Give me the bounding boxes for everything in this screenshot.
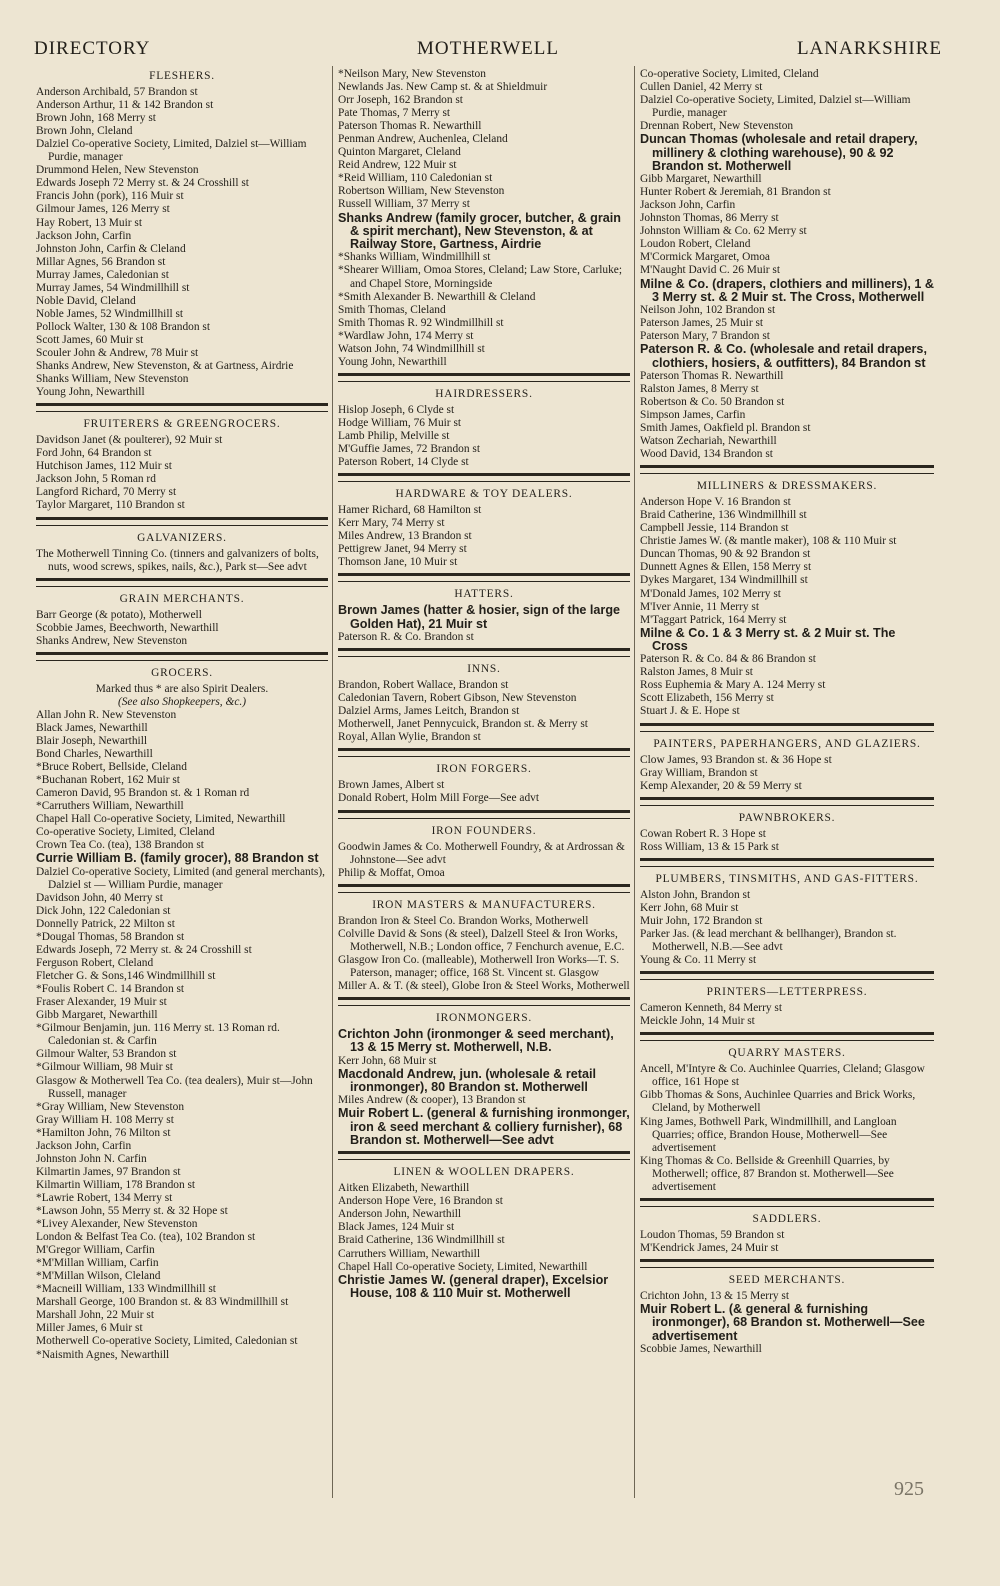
directory-entry-bold: Brown James (hatter & hosier, sign of the large Golden Hat), 21 Muir st: [338, 603, 621, 631]
directory-entry: Brown John, Cleland: [36, 125, 133, 138]
directory-entry: Jackson John, Carfin: [640, 199, 736, 212]
directory-entry-bold: Milne & Co. (drapers, clothiers and milliners), 1 & 3 Merry st. & 2 Muir st. The Cross, Motherwell: [640, 276, 934, 304]
directory-entry: Caledonian Tavern, Robert Gibson, New Stevenston: [338, 692, 577, 705]
directory-entry: Kerr John, 68 Muir st: [338, 1054, 437, 1067]
column-1: [36, 68, 328, 1362]
section-continued: [640, 68, 934, 461]
directory-entry-bold: Crichton John (ironmonger & seed merchant), 13 & 15 Merry st. Motherwell, N.B.: [338, 1027, 614, 1055]
directory-entry: Edwards Joseph 72 Merry st. & 24 Crosshill st: [36, 177, 249, 190]
directory-entry: Meickle John, 14 Muir st: [640, 1015, 755, 1028]
section-note: Marked thus * are also Spirit Dealers.: [95, 682, 269, 695]
section-seed-merchants: [640, 1274, 934, 1356]
section-rule: [36, 578, 328, 587]
section-rule: [338, 884, 630, 893]
section-heading: SEED MERCHANTS.: [728, 1273, 846, 1286]
directory-entry: Langford Richard, 70 Merry st: [36, 486, 177, 499]
directory-entry: *Hamilton John, 76 Milton st: [36, 1126, 171, 1139]
directory-entry: Alston John, Brandon st: [640, 888, 751, 901]
directory-entry: Scott James, 60 Muir st: [36, 333, 144, 346]
directory-entry: Gilmour Walter, 53 Brandon st: [36, 1048, 177, 1061]
directory-entry: Barr George (& potato), Motherwell: [36, 608, 202, 621]
section-heading: FRUITERERS & GREENGROCERS.: [83, 418, 281, 431]
directory-entry: Drummond Helen, New Stevenston: [36, 164, 199, 177]
directory-entry-bold: Muir Robert L. (general & furnishing ironmonger, iron & seed merchant & colliery furnisher), 68 Brandon st. Motherwell—See advt: [338, 1106, 630, 1147]
section-heading: GROCERS.: [151, 666, 213, 679]
section-iron-founders: [338, 825, 630, 880]
directory-entry: M'Iver Annie, 11 Merry st: [640, 600, 759, 613]
directory-entry: *Wardlaw John, 174 Merry st: [338, 329, 474, 342]
directory-entry: Paterson James, 25 Muir st: [640, 317, 764, 330]
directory-entry: M'Taggart Patrick, 164 Merry st: [640, 613, 787, 626]
directory-entry: Reid Andrew, 122 Muir st: [338, 159, 457, 172]
directory-entry: Simpson James, Carfin: [640, 408, 746, 421]
directory-entry: *Shanks William, Windmillhill st: [338, 251, 491, 264]
directory-entry-bold: Currie William B. (family grocer), 88 Brandon st: [36, 851, 319, 866]
directory-entry: Quinton Margaret, Cleland: [338, 146, 461, 159]
section-rule: [36, 517, 328, 526]
directory-entry: Gibb Thomas & Sons, Auchinlee Quarries and Brick Works, Cleland, by Motherwell: [640, 1089, 916, 1115]
directory-entry: Blair Joseph, Newarthill: [36, 735, 148, 748]
directory-entry: Campbell Jessie, 114 Brandon st: [640, 522, 789, 535]
section-heading: SADDLERS.: [752, 1212, 822, 1225]
directory-entry: Dalziel Arms, James Leitch, Brandon st: [338, 705, 520, 718]
section-heading: HAIRDRESSERS.: [435, 387, 533, 400]
directory-entry: Royal, Allan Wylie, Brandon st: [338, 731, 481, 744]
directory-entry: Miles Andrew, 13 Brandon st: [338, 530, 472, 543]
directory-entry: Pate Thomas, 7 Merry st: [338, 107, 451, 120]
column-3: [640, 68, 934, 1356]
directory-entry-bold: Paterson R. & Co. (wholesale and retail drapers, clothiers, hosiers, & outfitters), 84 Brandon st: [640, 342, 927, 370]
section-heading: IRONMONGERS.: [436, 1012, 532, 1025]
directory-entry: Thomson Jane, 10 Muir st: [338, 556, 458, 569]
directory-entry: Dalziel Co-operative Society, Limited (and general merchants), Dalziel st — William Purdie, manager: [36, 865, 325, 891]
section-milliners-dressmakers: [640, 480, 934, 718]
directory-entry: Gibb Margaret, Newarthill: [640, 173, 762, 186]
directory-entry: Goodwin James & Co. Motherwell Foundry, & at Ardrossan & Johnstone—See advt: [338, 840, 625, 866]
section-heading: GRAIN MERCHANTS.: [119, 592, 245, 605]
directory-entry: Murray James, 54 Windmillhill st: [36, 281, 190, 294]
column-2: [338, 68, 630, 1300]
directory-entry: *Gilmour Benjamin, jun. 116 Merry st. 13 Roman rd. Caledonian st. & Carfin: [36, 1022, 280, 1048]
section-galvanizers: [36, 532, 328, 574]
section-ironmongers: [338, 1012, 630, 1147]
directory-entry: M'Donald James, 102 Merry st: [640, 587, 781, 600]
directory-entry: Crown Tea Co. (tea), 138 Brandon st: [36, 839, 204, 852]
directory-entry: *Foulis Robert C. 14 Brandon st: [36, 983, 185, 996]
directory-entry: Paterson Mary, 7 Brandon st: [640, 330, 770, 343]
directory-entry: *Macneill William, 133 Windmillhill st: [36, 1283, 216, 1296]
directory-entry: Dalziel Co-operative Society, Limited, Dalziel st—William Purdie, manager: [36, 138, 307, 164]
directory-entry: Smith James, Oakfield pl. Brandon st: [640, 422, 811, 435]
directory-entry: *Buchanan Robert, 162 Muir st: [36, 774, 180, 787]
section-heading: PAINTERS, PAPERHANGERS, AND GLAZIERS.: [653, 737, 921, 750]
directory-entry: Marshall George, 100 Brandon st. & 83 Windmillhill st: [36, 1296, 289, 1309]
directory-entry: M'Kendrick James, 24 Muir st: [640, 1241, 779, 1254]
section-rule: [338, 1151, 630, 1160]
directory-entry: Miller James, 6 Muir st: [36, 1322, 143, 1335]
directory-entry: Young John, Newarthill: [36, 386, 145, 399]
directory-entry: Miller A. & T. (& steel), Globe Iron & Steel Works, Motherwell: [338, 979, 630, 992]
directory-entry: Donald Robert, Holm Mill Forge—See advt: [338, 792, 540, 805]
section-rule: [36, 652, 328, 661]
directory-entry: Young John, Newarthill: [338, 355, 447, 368]
directory-entry: Gibb Margaret, Newarthill: [36, 1009, 158, 1022]
directory-entry: Ross William, 13 & 15 Park st: [640, 840, 779, 853]
section-hatters: [338, 588, 630, 644]
directory-entry: The Motherwell Tinning Co. (tinners and galvanizers of bolts, nuts, wood screws, spikes, nails, &c.), Park st—See advt: [36, 547, 319, 573]
section-heading: LINEN & WOOLLEN DRAPERS.: [393, 1166, 575, 1179]
directory-entry: *Carruthers William, Newarthill: [36, 800, 184, 813]
directory-entry: Cameron David, 95 Brandon st. & 1 Roman rd: [36, 787, 250, 800]
directory-entry: Orr Joseph, 162 Brandon st: [338, 94, 463, 107]
directory-entry: Loudon Robert, Cleland: [640, 238, 751, 251]
section-rule: [338, 810, 630, 819]
directory-entry: Muir John, 172 Brandon st: [640, 914, 763, 927]
directory-entry: Kemp Alexander, 20 & 59 Merry st: [640, 779, 802, 792]
directory-entry: *Neilson Mary, New Stevenston: [338, 68, 486, 80]
directory-entry: Kilmartin William, 178 Brandon st: [36, 1178, 196, 1191]
directory-entry: Wood David, 134 Brandon st: [640, 448, 773, 461]
section-fleshers: [36, 70, 328, 399]
directory-entry: Dick John, 122 Caledonian st: [36, 904, 171, 917]
directory-entry-bold: Shanks Andrew (family grocer, butcher, & grain & spirit merchant), New Stevenston, & at Railway Store, Gartness, Airdrie: [338, 210, 621, 252]
directory-entry: Hodge William, 76 Muir st: [338, 416, 462, 429]
directory-entry: *Smith Alexander B. Newarthill & Cleland: [338, 290, 536, 303]
directory-entry: Dunnett Agnes & Ellen, 158 Merry st: [640, 561, 812, 574]
directory-entry: Shanks William, New Stevenston: [36, 373, 189, 386]
section-printers-letterpress: [640, 986, 934, 1028]
directory-entry: *Gilmour William, 98 Muir st: [36, 1061, 173, 1074]
directory-entry: Scott Elizabeth, 156 Merry st: [640, 692, 774, 705]
section-painters-paperhangers-and-glaziers: [640, 738, 934, 793]
directory-entry: Kerr Mary, 74 Merry st: [338, 517, 445, 530]
directory-entry: *Gray William, New Stevenston: [36, 1100, 185, 1113]
directory-entry: Glasgow Iron Co. (malleable), Motherwell Iron Works—T. S. Paterson, manager; office, 168 St. Vincent st. Glasgow: [338, 953, 620, 979]
directory-entry: Scouler John & Andrew, 78 Muir st: [36, 346, 199, 359]
directory-entry: Johnston Thomas, 86 Merry st: [640, 212, 779, 225]
directory-entry: *Reid William, 110 Caledonian st: [338, 172, 493, 185]
directory-entry: M'Guffie James, 72 Brandon st: [338, 443, 480, 456]
directory-entry: *Bruce Robert, Bellside, Cleland: [36, 761, 187, 774]
section-hardware-toy-dealers: [338, 488, 630, 569]
directory-entry: Noble David, Cleland: [36, 294, 136, 307]
directory-entry: Marshall John, 22 Muir st: [36, 1309, 155, 1322]
directory-entry: Allan John R. New Stevenston: [36, 708, 177, 721]
section-rule: [338, 373, 630, 382]
directory-entry: Brandon, Robert Wallace, Brandon st: [338, 679, 509, 692]
directory-entry: Robertson William, New Stevenston: [338, 185, 505, 198]
section-heading: MILLINERS & DRESSMAKERS.: [696, 480, 878, 493]
page-header: [34, 38, 942, 62]
directory-entry: Watson Zechariah, Newarthill: [640, 435, 777, 448]
header-center: MOTHERWELL: [417, 38, 559, 59]
directory-entry: Kerr John, 68 Muir st: [640, 901, 739, 914]
directory-entry: Penman Andrew, Auchenlea, Cleland: [338, 133, 508, 146]
section-heading: PLUMBERS, TINSMITHS, AND GAS-FITTERS.: [655, 872, 919, 885]
section-plumbers-tinsmiths-and-gas-fitters: [640, 873, 934, 967]
section-inns: [338, 663, 630, 744]
directory-entry: *M'Millan Wilson, Cleland: [36, 1270, 161, 1283]
directory-entry: Hamer Richard, 68 Hamilton st: [338, 504, 482, 517]
directory-entry: Brown John, 168 Merry st: [36, 112, 156, 125]
directory-entry: Dykes Margaret, 134 Windmillhill st: [640, 574, 808, 587]
section-heading: QUARRY MASTERS.: [728, 1047, 846, 1060]
directory-entry: Johnston William & Co. 62 Merry st: [640, 225, 807, 238]
directory-entry: Clow James, 93 Brandon st. & 36 Hope st: [640, 753, 832, 766]
section-rule: [36, 403, 328, 412]
directory-entry: Ralston James, 8 Merry st: [640, 382, 759, 395]
section-heading: IRON FORGERS.: [436, 763, 532, 776]
directory-entry: Taylor Margaret, 110 Brandon st: [36, 499, 185, 512]
directory-entry: M'Cormick Margaret, Omoa: [640, 251, 770, 264]
directory-entry: Paterson R. & Co. Brandon st: [338, 631, 474, 644]
directory-entry: *Lawrie Robert, 134 Merry st: [36, 1191, 173, 1204]
directory-entry: Anderson Arthur, 11 & 142 Brandon st: [36, 99, 214, 112]
directory-entry: Cameron Kenneth, 84 Merry st: [640, 1002, 783, 1015]
directory-entry: Ross Euphemia & Mary A. 124 Merry st: [640, 679, 826, 692]
directory-entry: Christie James W. (& mantle maker), 108 & 110 Muir st: [640, 535, 897, 548]
directory-entry: Lamb Philip, Melville st: [338, 429, 450, 442]
directory-entry: Cullen Daniel, 42 Merry st: [640, 81, 763, 94]
section-grocers: [36, 667, 328, 1362]
directory-entry: Watson John, 74 Windmillhill st: [338, 342, 485, 355]
directory-entry: Motherwell Co-operative Society, Limited, Caledonian st: [36, 1335, 298, 1348]
directory-entry: Newlands Jas. New Camp st. & at Shieldmuir: [338, 81, 548, 94]
directory-entry: Scobbie James, Beechworth, Newarthill: [36, 621, 219, 634]
section-heading: IRON MASTERS & MANUFACTURERS.: [372, 898, 596, 911]
section-rule: [338, 648, 630, 657]
directory-entry: Paterson Robert, 14 Clyde st: [338, 456, 469, 469]
section-rule: [640, 465, 934, 474]
directory-entry: King James, Bothwell Park, Windmillhill, and Langloan Quarries; office, Brandon House, Motherwell—See advertisement: [640, 1115, 897, 1154]
directory-entry: Ancell, M'Intyre & Co. Auchinlee Quarries, Cleland; Glasgow office, 161 Hope st: [640, 1063, 925, 1089]
section-rule: [640, 1032, 934, 1041]
directory-entry: Hunter Robert & Jeremiah, 81 Brandon st: [640, 186, 831, 199]
section-rule: [640, 797, 934, 806]
section-grain-merchants: [36, 593, 328, 648]
directory-entry: Co-operative Society, Limited, Cleland: [640, 68, 819, 80]
section-continued: [338, 68, 630, 369]
directory-entry: Chapel Hall Co-operative Society, Limited, Newarthill: [338, 1260, 588, 1273]
directory-entry: Pettigrew Janet, 94 Merry st: [338, 543, 467, 556]
directory-entry-bold: Christie James W. (general draper), Excelsior House, 108 & 110 Muir st. Motherwell: [338, 1272, 609, 1300]
directory-entry: Francis John (pork), 116 Muir st: [36, 190, 184, 203]
header-left: DIRECTORY: [34, 38, 151, 59]
directory-entry: Kilmartin James, 97 Brandon st: [36, 1165, 181, 1178]
section-rule: [338, 573, 630, 582]
directory-entry-bold: Milne & Co. 1 & 3 Merry st. & 2 Muir st. The Cross: [640, 625, 896, 653]
directory-entry: London & Belfast Tea Co. (tea), 102 Brandon st: [36, 1231, 256, 1244]
section-heading: GALVANIZERS.: [137, 531, 227, 544]
directory-entry: Jackson John, Carfin: [36, 1139, 132, 1152]
directory-entry: Pollock Walter, 130 & 108 Brandon st: [36, 320, 211, 333]
directory-entry: Fletcher G. & Sons,146 Windmillhill st: [36, 970, 216, 983]
directory-entry: Anderson John, Newarthill: [338, 1208, 462, 1221]
directory-entry: Ferguson Robert, Cleland: [36, 957, 154, 970]
directory-entry: Edwards Joseph, 72 Merry st. & 24 Crosshill st: [36, 944, 252, 957]
directory-entry: Dalziel Co-operative Society, Limited, Dalziel st—William Purdie, manager: [640, 94, 911, 120]
directory-entry: Davidson Janet (& poulterer), 92 Muir st: [36, 434, 223, 447]
directory-entry: Anderson Hope V. 16 Brandon st: [640, 496, 791, 509]
directory-entry: *Lawson John, 55 Merry st. & 32 Hope st: [36, 1205, 228, 1217]
directory-entry: Millar Agnes, 56 Brandon st: [36, 255, 166, 268]
directory-entry: Shanks Andrew, New Stevenston: [36, 634, 188, 647]
directory-entry: Smith Thomas, Cleland: [338, 303, 446, 316]
directory-entry: Bond Charles, Newarthill: [36, 748, 153, 761]
directory-entry: Gilmour James, 126 Merry st: [36, 203, 170, 216]
directory-entry: Paterson Thomas R. Newarthill: [338, 120, 482, 133]
column-divider: [332, 66, 333, 1498]
directory-entry: Anderson Hope Vere, 16 Brandon st: [338, 1195, 503, 1208]
section-heading: PRINTERS—LETTERPRESS.: [706, 986, 868, 999]
directory-entry: Philip & Moffat, Omoa: [338, 866, 445, 879]
header-right: LANARKSHIRE: [796, 38, 942, 59]
directory-entry: Paterson R. & Co. 84 & 86 Brandon st: [640, 653, 816, 666]
directory-entry-bold: Duncan Thomas (wholesale and retail drapery, millinery & clothing warehouse), 90 & 92 Brandon st. Motherwell: [640, 132, 918, 173]
section-hairdressers: [338, 388, 630, 469]
directory-entry: Black James, 124 Muir st: [338, 1221, 455, 1234]
section-heading: INNS.: [467, 663, 501, 676]
section-iron-forgers: [338, 763, 630, 805]
directory-entry: Fraser Alexander, 19 Muir st: [36, 996, 167, 1009]
section-rule: [640, 971, 934, 980]
directory-entry: *Livey Alexander, New Stevenston: [36, 1218, 198, 1231]
section-quarry-masters: [640, 1047, 934, 1194]
directory-entry: Smith Thomas R. 92 Windmillhill st: [338, 316, 504, 329]
directory-entry: Drennan Robert, New Stevenston: [640, 120, 794, 133]
section-rule: [640, 723, 934, 732]
section-heading: HARDWARE & TOY DEALERS.: [395, 488, 573, 501]
directory-entry: M'Naught David C. 26 Muir st: [640, 264, 781, 277]
directory-entry: Anderson Archibald, 57 Brandon st: [36, 86, 198, 99]
column-divider: [634, 66, 635, 1498]
directory-entry: Ford John, 64 Brandon st: [36, 447, 152, 460]
directory-entry: Murray James, Caledonian st: [36, 268, 169, 281]
directory-entry: Shanks Andrew, New Stevenston, & at Gartness, Airdrie: [36, 360, 294, 373]
directory-entry: Hay Robert, 13 Muir st: [36, 216, 142, 229]
section-linen-woollen-drapers: [338, 1166, 630, 1300]
section-rule: [640, 1259, 934, 1268]
directory-entry: Brown James, Albert st: [338, 779, 445, 792]
section-heading: IRON FOUNDERS.: [431, 824, 537, 837]
directory-entry: Stuart J. & E. Hope st: [640, 705, 740, 718]
directory-entry: Black James, Newarthill: [36, 722, 148, 735]
directory-entry: Jackson John, Carfin: [36, 229, 132, 242]
directory-entry: Glasgow & Motherwell Tea Co. (tea dealers), Muir st—John Russell, manager: [36, 1074, 313, 1100]
directory-entry: Young & Co. 11 Merry st: [640, 954, 757, 967]
directory-entry: Paterson Thomas R. Newarthill: [640, 369, 784, 382]
directory-entry: Johnston John, Carfin & Cleland: [36, 242, 186, 255]
directory-entry: *Dougal Thomas, 58 Brandon st: [36, 931, 185, 944]
directory-entry: Braid Catherine, 136 Windmillhill st: [338, 1234, 505, 1247]
section-fruiterers-greengrocers: [36, 418, 328, 512]
directory-entry: Russell William, 37 Merry st: [338, 198, 470, 211]
section-rule: [640, 1198, 934, 1207]
section-saddlers: [640, 1213, 934, 1255]
directory-entry: Scobbie James, Newarthill: [640, 1342, 762, 1355]
directory-entry: Brandon Iron & Steel Co. Brandon Works, Motherwell: [338, 914, 589, 927]
directory-entry: Noble James, 52 Windmillhill st: [36, 307, 184, 320]
directory-entry: Duncan Thomas, 90 & 92 Brandon st: [640, 548, 811, 561]
directory-entry: Gray William H. 108 Merry st: [36, 1113, 174, 1126]
section-rule: [338, 473, 630, 482]
directory-entry: Neilson John, 102 Brandon st: [640, 304, 776, 317]
directory-entry: Gray William, Brandon st: [640, 766, 758, 779]
section-heading: FLESHERS.: [149, 70, 215, 82]
directory-entry: Hutchison James, 112 Muir st: [36, 460, 172, 473]
directory-entry: Co-operative Society, Limited, Cleland: [36, 826, 215, 839]
directory-entry: Loudon Thomas, 59 Brandon st: [640, 1228, 785, 1241]
directory-entry: Cowan Robert R. 3 Hope st: [640, 827, 766, 840]
directory-entry: Chapel Hall Co-operative Society, Limited, Newarthill: [36, 813, 286, 826]
directory-entry: *Shearer William, Omoa Stores, Cleland; Law Store, Carluke; and Chapel Store, Morningside: [338, 264, 623, 290]
directory-entry: Crichton John, 13 & 15 Merry st: [640, 1290, 790, 1302]
section-pawnbrokers: [640, 812, 934, 854]
directory-entry: Carruthers William, Newarthill: [338, 1247, 480, 1260]
directory-entry: Hislop Joseph, 6 Clyde st: [338, 403, 455, 416]
section-rule: [338, 997, 630, 1006]
section-heading: PAWNBROKERS.: [738, 811, 836, 824]
directory-entry: Donnelly Patrick, 22 Milton st: [36, 917, 175, 930]
directory-entry: Ralston James, 8 Muir st: [640, 666, 753, 679]
directory-entry-bold: Muir Robert L. (& general & furnishing ironmonger), 68 Brandon st. Motherwell—See advertisement: [640, 1302, 925, 1343]
directory-entry: M'Gregor William, Carfin: [36, 1244, 155, 1257]
directory-entry: Johnston John N. Carfin: [36, 1152, 147, 1165]
directory-entry: Colville David & Sons (& steel), Dalzell Steel & Iron Works, Motherwell, N.B.; London office, 7 Fenchurch avenue, E.C.: [338, 927, 625, 953]
directory-entry: *M'Millan William, Carfin: [36, 1257, 159, 1270]
page-number: 925: [894, 1478, 924, 1500]
section-iron-masters-manufacturers: [338, 899, 630, 993]
directory-entry: Aitken Elizabeth, Newarthill: [338, 1182, 470, 1195]
section-cross-reference: (See also Shopkeepers, &c.): [117, 695, 247, 708]
directory-entry: Braid Catherine, 136 Windmillhill st: [640, 509, 807, 522]
directory-entry: Jackson John, 5 Roman rd: [36, 473, 156, 486]
directory-entry: Miles Andrew (& cooper), 13 Brandon st: [338, 1094, 526, 1107]
directory-entry: Motherwell, Janet Pennycuick, Brandon st. & Merry st: [338, 718, 588, 731]
section-heading: HATTERS.: [454, 588, 514, 601]
directory-entry: Parker Jas. (& lead merchant & bellhanger), Brandon st. Motherwell, N.B.—See advt: [640, 928, 897, 954]
directory-entry: Davidson John, 40 Merry st: [36, 891, 163, 904]
directory-entry: *Naismith Agnes, Newarthill: [36, 1348, 170, 1361]
directory-entry: Robertson & Co. 50 Brandon st: [640, 395, 785, 408]
directory-entry-bold: Macdonald Andrew, jun. (wholesale & retail ironmonger), 80 Brandon st. Motherwell: [338, 1066, 596, 1094]
section-rule: [338, 748, 630, 757]
section-rule: [640, 858, 934, 867]
directory-entry: King Thomas & Co. Bellside & Greenhill Quarries, by Motherwell; office, 87 Brandon st. Motherwell—See advertisement: [640, 1154, 894, 1193]
